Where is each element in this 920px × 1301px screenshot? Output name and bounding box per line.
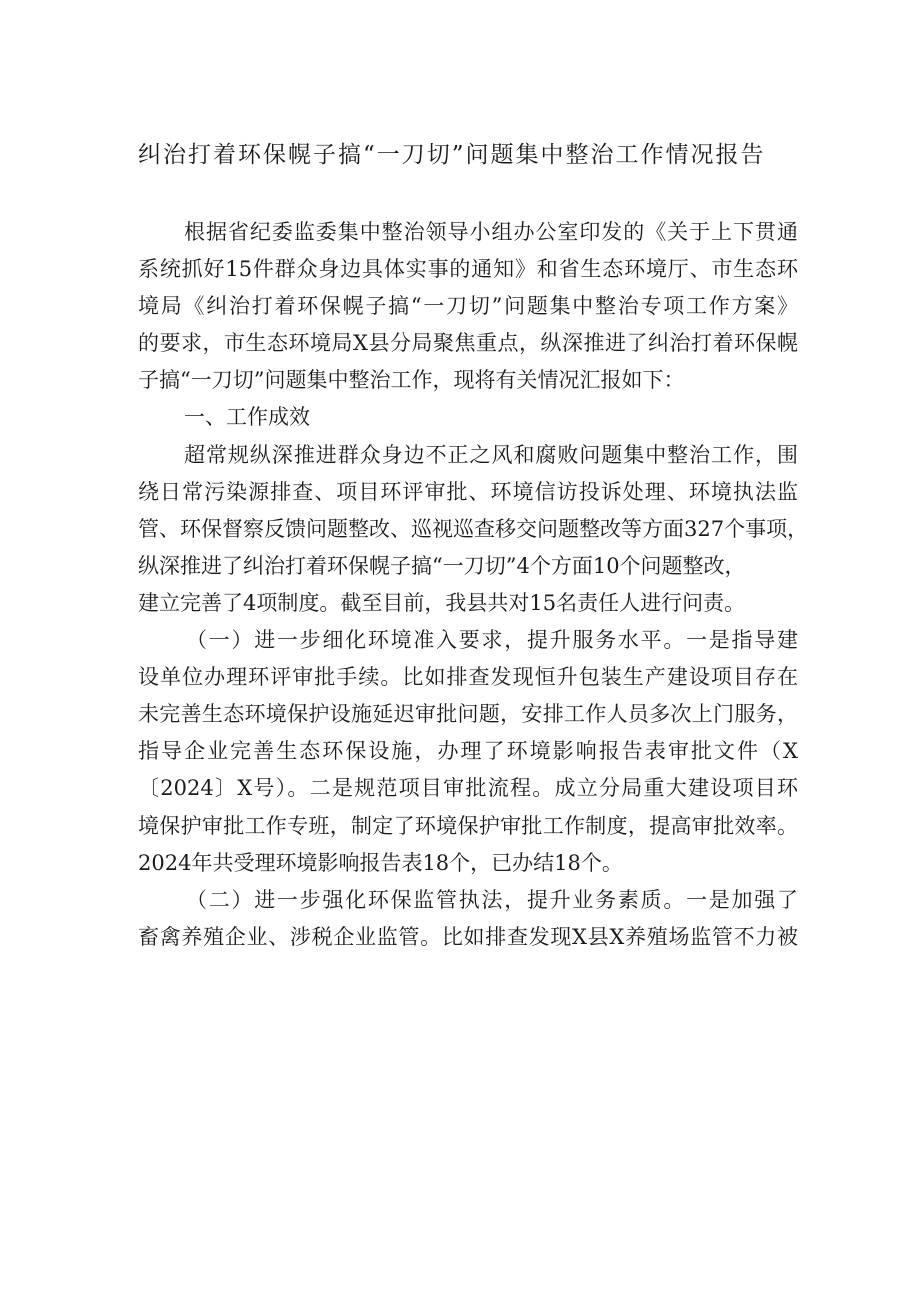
paragraph-line: （一）进一步细化环境准入要求，提升服务水平。一是指导建 xyxy=(186,628,798,653)
paragraph-line: 子搞“一刀切”问题集中整治工作，现将有关情况汇报如下： xyxy=(138,368,685,393)
paragraph-line: 2024年共受理环境影响报告表18个，已办结18个。 xyxy=(138,850,623,875)
paragraph-line: 根据省纪委监委集中整治领导小组办公室印发的《关于上下贯通 xyxy=(184,220,798,244)
paragraph-line: 设单位办理环评审批手续。比如排查发现恒升包装生产建设项目存在 xyxy=(138,665,798,690)
paragraph-line: 未完善生态环境保护设施延迟审批问题，安排工作人员多次上门服务， xyxy=(138,702,798,727)
paragraph-line: 的要求，市生态环境局X县分局聚焦重点，纵深推进了纠治打着环保幌 xyxy=(138,331,798,356)
paragraph-line: 境保护审批工作专班，制定了环境保护审批工作制度，提高审批效率。 xyxy=(138,813,798,838)
paragraph-line: 管、环保督察反馈问题整改、巡视巡查移交问题整改等方面327个事项， xyxy=(138,516,809,541)
paragraph-line: 畜禽养殖企业、涉税企业监管。比如排查发现X县X养殖场监管不力被 xyxy=(138,924,798,949)
paragraph-line: 境局《纠治打着环保幌子搞“一刀切”问题集中整治专项工作方案》 xyxy=(138,294,798,319)
paragraph-line: 绕日常污染源排查、项目环评审批、环境信访投诉处理、环境执法监 xyxy=(138,479,798,504)
paragraph-line: （二）进一步强化环保监管执法，提升业务素质。一是加强了 xyxy=(186,887,798,912)
section-heading: 一、工作成效 xyxy=(184,405,310,430)
document-title: 纠治打着环保幌子搞“一刀切”问题集中整治工作情况报告 xyxy=(138,142,766,168)
paragraph-line: 纵深推进了纠治打着环保幌子搞“一刀切”4个方面10个问题整改， xyxy=(138,553,746,578)
document-body xyxy=(138,214,809,956)
paragraph-line: 超常规纵深推进群众身边不正之风和腐败问题集中整治工作，围 xyxy=(184,442,798,467)
paragraph-line: 系统抓好15件群众身边具体实事的通知》和省生态环境厅、市生态环 xyxy=(138,257,798,282)
paragraph-line: 建立完善了4项制度。截至目前，我县共对15名责任人进行问责。 xyxy=(138,590,746,615)
paragraph-line: 〔2024〕X号）。二是规范项目审批流程。成立分局重大建设项目环 xyxy=(138,776,798,801)
paragraph-line: 指导企业完善生态环保设施，办理了环境影响报告表审批文件（X xyxy=(138,739,798,764)
